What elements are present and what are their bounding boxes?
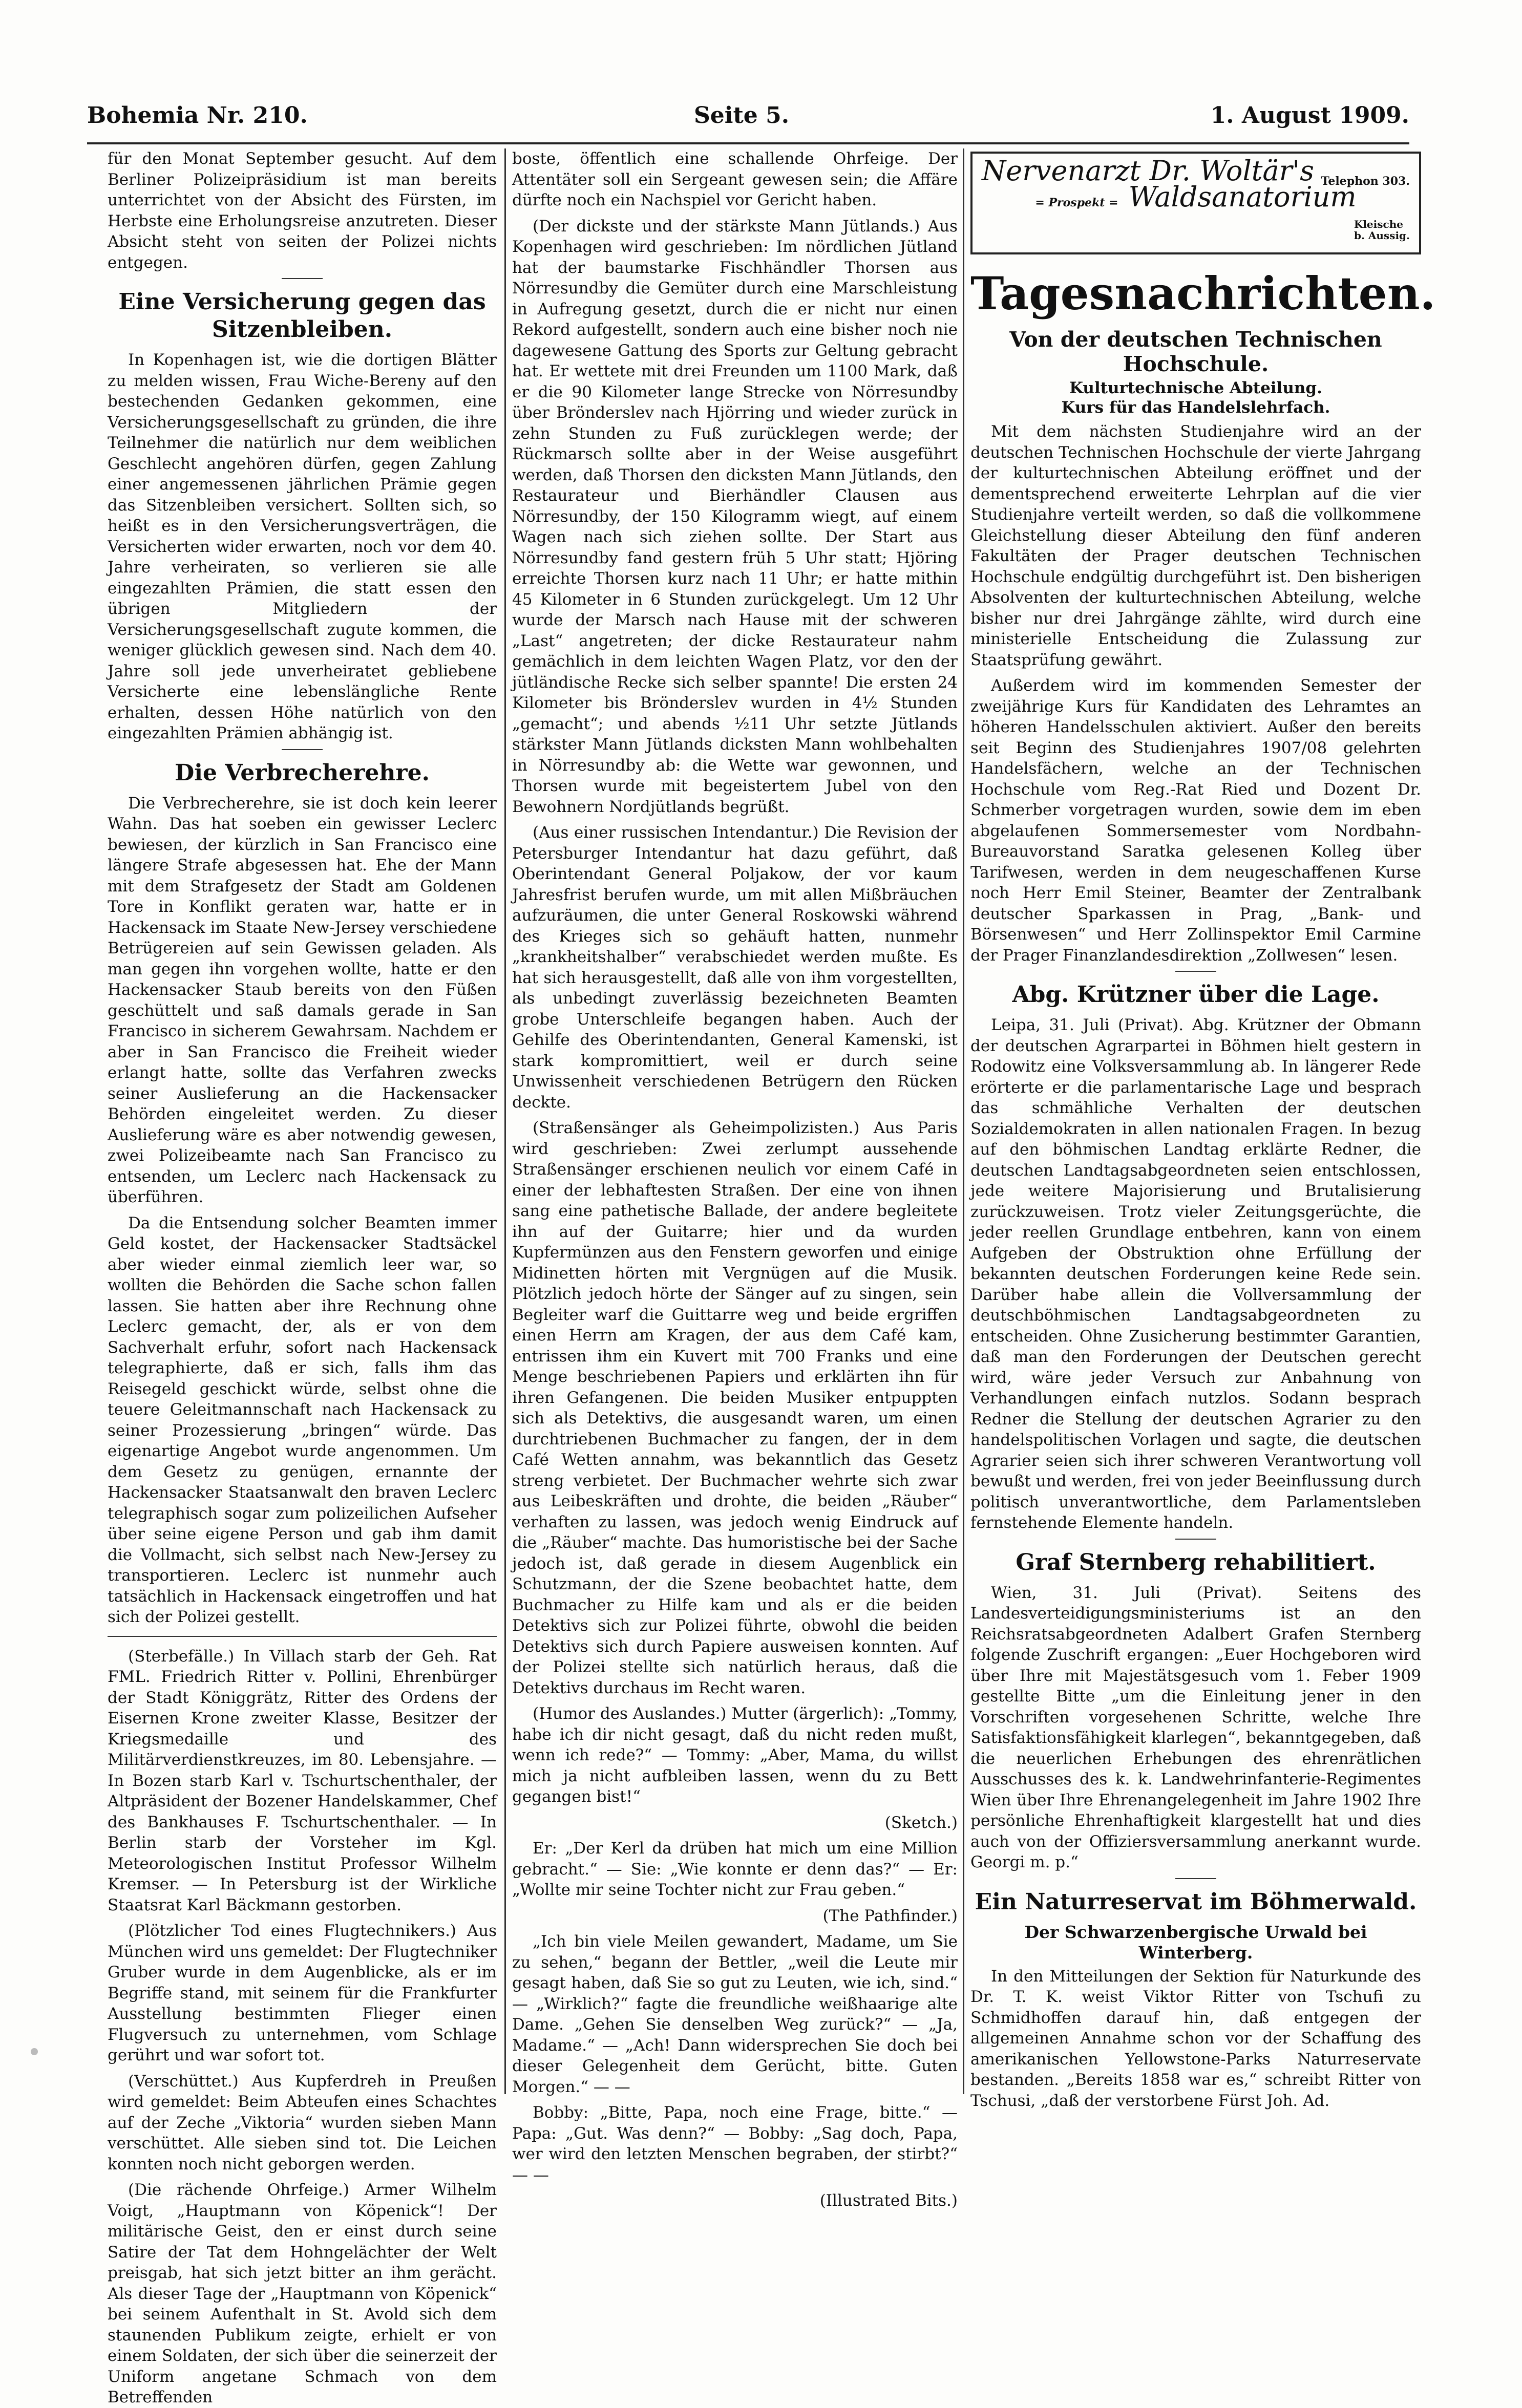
divider <box>1175 1539 1216 1540</box>
subheadline-abteilung: Kulturtechnische Abteilung. <box>1069 379 1322 397</box>
headline-versicherung: Eine Versicherung gegen das Sitzenbleiben. <box>118 289 486 343</box>
news-item: (Der dickste und der stärkste Mann Jütlands.) Aus Kopenhagen wird geschrieben: Im nördlichen Jütland hat der baumstarke Fischhändler Thorsen aus Nörresundby die Gemüter durch eine Marschleistung in Aufregung gesetzt, durch die er nicht nur einen Rekord aufgestellt, sondern auch eine bisher noch nie dagewesene Gattung des Sports zur Geltung gebracht hat. Er wettete mit drei Freunden um 1100 Mark, daß er die 90 Kilometer lange Strecke von Nörresundby über Brönderslev nach Hjörring und wieder zurück in zehn Stunden zu Fuß zurücklegen werde; der Rückmarsch sollte aber in der Weise ausgeführt werden, daß Thorsen den dicksten Mann Jütlands, den Restaurateur und Bierhändler Clausen aus Nörresundby, der 150 Kilogramm wiegt, auf einem Wagen nach sich ziehen sollte. Der Start aus Nörresundby fand gestern früh 5 Uhr statt; Hjöring erreichte Thorsen kurz nach 11 Uhr; er hatte mithin 45 Kilometer in 6 Stunden zurückgelegt. Um 12 Uhr wurde der Marsch nach Hause mit der schweren „Last“ angetreten; der dicke Restaurateur nahm gemächlich in dem leichten Wagen Platz, vor den der jütländische Recke sich selber spannte! Die ersten 24 Kilometer bis Brönderslev wurden in 4½ Stunden „gemacht“; und abends ½11 Uhr setzte Jütlands stärkster Mann Jütlands dicksten Mann wohlbehalten in Nörresundby ab: die Wette war gewonnen, und Thorsen wurde mit begeistertem Jubel von den Bewohnern Nordjütlands begrüßt. <box>512 217 958 816</box>
news-item: (Straßensänger als Geheimpolizisten.) Aus Paris wird geschrieben: Zwei zerlumpt aussehende Straßensänger erschienen neulich vor einem Café in einer der lebhaftesten Straßen. Der eine von ihnen sang eine pathetische Ballade, der andere begleitete ihn auf der Guitarre; hier und da wurden Kupfermünzen aus den Fenstern geworfen und einige Midinetten hörten mit Vergnügen auf die Musik. Plötzlich jedoch hörte der Sänger auf zu singen, sein Begleiter warf die Guittarre weg und beide ergriffen einen Herrn am Kragen, der aus dem Café kam, entrissen ihm ein Kuvert mit 700 Franks und eine Menge beschriebenen Papiers und erklärten ihn für ihren Gefangenen. Die beiden Musiker entpuppten sich als Detektivs, die ausgesandt waren, um einen durchtriebenen Buchmacher zu fangen, der in dem Café Wetten annahm, was bekanntlich das Gesetz streng verbietet. Der Buchmacher wehrte sich zwar aus Leibeskräften und drohte, die beiden „Räuber“ verhaften zu lassen, was jedoch wenig Eindruck auf die „Räuber“ machte. Das humoristische bei der Sache jedoch ist, daß gerade in diesem Augenblick ein Schutzmann, der die Szene beobachtet hatte, dem Buchmacher zu Hilfe kam und als er die beiden Detektivs sich zur Polizei führte, obwohl die beiden Detektivs sich durch Papiere ausweisen konnten. Auf der Polizei stellte sich natürlich heraus, daß die Detektivs durchaus im Recht waren. <box>512 1119 958 1697</box>
source-credit: (Sketch.) <box>884 1813 958 1832</box>
article-text: boste, öffentlich eine schallende Ohrfeige. Der Attentäter soll ein Sergeant gewesen sein; die Affäre dürfte noch ein Nachspiel vor Gericht haben. <box>512 150 958 209</box>
news-item: (Die rächende Ohrfeige.) Armer Wilhelm Voigt, „Hauptmann von Köpenick“! Der militärische Geist, den er einst durch seine Satire der Tat dem Hohngelächter der Welt preisgab, hat sich jetzt bitter an ihm gerächt. Als dieser Tage der „Hauptmann von Köpenick“ bei seinem Aufenthalt in St. Avold sich dem staunenden Publikum zeigte, erhielt er von einem Soldaten, der sich über die seinerzeit der Uniform angetane Schmach von dem Betreffenden <box>108 2181 497 2406</box>
article-text: Außerdem wird im kommenden Semester der zweijährige Kurs für Kandidaten des Lehramtes an höheren Handelsschulen aktiviert. Außer den bereits seit Beginn des Studienjahres 1907/08 gelehrten Handelsfächern, welche an der Technischen Hochschule vom Reg.-Rat Ried und Dozent Dr. Schmerber vorgetragen wurden, sowie dem im eben abgelaufenen Sommersemester vom Nordbahn-Bureauvorstand Saratka gelesenen Kolleg über Tarifwesen, werden in dem neugeschaffenen Kurse noch Herr Emil Steiner, Beamter der Zentralbank deutscher Sparkassen in Prag, „Bank- und Börsenwesen“ und Herr Zollinspektor Emil Carmine der Prager Finanzlandesdirektion „Zollwesen“ lesen. <box>970 676 1421 965</box>
divider <box>282 278 323 279</box>
column-divider <box>963 148 964 2094</box>
headline-verbrecherehre: Die Verbrecherehre. <box>175 759 430 786</box>
source-credit: (The Pathfinder.) <box>822 1906 958 1925</box>
news-item: (Humor des Auslandes.) Mutter (ärgerlich): „Tommy, habe ich dir nicht gesagt, daß du nicht reden mußt, wenn ich rede?“ — Tommy: „Aber, Mama, du willst mich ja nicht aufbleiben lassen, wenn du zu Bett gegangen bist!“ <box>512 1704 958 1806</box>
article-text: Mit dem nächsten Studienjahre wird an der deutschen Technischen Hochschule der vierte Jahrgang der kulturtechnischen Abteilung eröffnet und der dementsprechend erweiterte Lehrplan auf die vier Studienjahre verteilt werden, so daß die vollkommene Gleichstellung dieser Abteilung den fünf anderen Fakultäten der Prager deutschen Technischen Hochschule endgültig durchgeführt ist. Den bisherigen Absolventen der kulturtechnischen Abteilung, welche bisher nur drei Jahrgänge zählte, wird durch eine ministerielle Entscheidung die Zulassung zur Staatsprüfung gewährt. <box>970 422 1421 669</box>
ad-location-2: b. Aussig. <box>1354 229 1410 242</box>
news-item: (Verschüttet.) Aus Kupferdreh in Preußen wird gemeldet: Beim Abteufen eines Schachtes auf der Zeche „Viktoria“ wurden sieben Mann verschüttet. Alle sieben sind tot. Die Leichen konnten noch nicht geborgen werden. <box>108 2072 497 2173</box>
page-header <box>87 102 1409 143</box>
headline-sternberg: Graf Sternberg rehabilitiert. <box>1016 1549 1376 1575</box>
news-item: (Aus einer russischen Intendantur.) Die Revision der Petersburger Intendantur hat dazu geführt, daß Oberintendant General Poljakow, der vor kaum Jahresfrist berufen wurde, um mit allen Mißbräuchen aufzuräumen, die unter General Roskowski während des Krieges sich so gehäuft hatten, nunmehr „krankheitshalber“ verabschiedet werden mußte. Es hat sich herausgestellt, daß alle von ihm vorgestellten, als unbedingt zuverlässig bezeichneten Beamten grobe Unterschleife begangen haben. Auch der Gehilfe des Oberintendanten, General Kamenski, ist stark kompromittiert, weil er durch seine Unwissenheit verschiedenen Betrügern den Rücken deckte. <box>512 823 958 1112</box>
news-item: (Plötzlicher Tod eines Flugtechnikers.) Aus München wird uns gemeldet: Der Flugtechniker Gruber wurde in dem Augenblicke, als er im Begriffe stand, mit seinem für die Frankfurter Ausstellung bestimmten Flieger einen Flugversuch zu unternehmen, vom Schlage gerührt und war sofort tot. <box>108 1922 497 2064</box>
article-text: Wien, 31. Juli (Privat). Seitens des Landesverteidigungsministeriums ist an den Reichsratsabgeordneten Adalbert Grafen Sternberg folgende Zuschrift ergangen: „Euer Hochgeboren wird über Ihre mit Majestätsgesuch vom 1. Feber 1909 gestellte Bitte „um die Einleitung jener in den Vorschriften vorgesehenen Schritte, welche Ihre Satisfaktionsfähigkeit klarlegen“, bekanntgegeben, daß die neuerlichen Erhebungen des ehrenrätlichen Ausschusses des k. k. Landwehrinfanterie-Regimentes Wien über Ihre Ehrenangelegenheit im Jahre 1902 Ihre persönliche Ehrenhaftigkeit klargestellt hat und dies auch von der Offiziersversammlung anerkannt wurde. Georgi m. p.“ <box>970 1583 1421 1871</box>
divider <box>108 1636 497 1637</box>
source-credit: (Illustrated Bits.) <box>819 2191 958 2210</box>
header-center: Seite 5. <box>694 102 790 129</box>
header-rule <box>87 142 1409 144</box>
news-item: „Ich bin viele Meilen gewandert, Madame, um Sie zu sehen,“ begann der Bettler, „weil die Leute mir gesagt haben, daß Sie so gut zu Leuten, wie ich, sind.“ — „Wirklich?“ fagte die freundliche weißhaarige alte Dame. „Gehen Sie denselben Weg zurück?“ — „Ja, Madame.“ — „Ach! Dann widersprechen Sie doch bei dieser Gelegenheit dem Gerücht, bitte. Guten Morgen.“ — — <box>512 1932 958 2096</box>
section-title: Tagesnachrichten. <box>970 267 1436 320</box>
subheadline-kurs: Kurs für das Handelslehrfach. <box>1061 398 1330 417</box>
news-item: Bobby: „Bitte, Papa, noch eine Frage, bitte.“ — Papa: „Gut. Was denn?“ — Bobby: „Sag doch, Papa, wer wird den letzten Menschen begraben, der stirbt?“ — — <box>512 2103 958 2184</box>
article-text: Die Verbrecherehre, sie ist doch kein leerer Wahn. Das hat soeben ein gewisser Leclerc bewiesen, der kürzlich in San Francisco eine längere Strafe abgesessen hat. Ehe der Mann mit dem Strafgesetz der Stadt am Goldenen Tore in Konflikt geraten war, hatte er in Hackensack im Staate New-Jersey verschiedene Betrügereien auf sein Gewissen geladen. Als man gegen ihn vorgehen wollte, hatte er den Hackensacker Staub bereits von den Füßen geschüttelt und saß damals gerade in San Francisco in sicherem Gewahrsam. Nachdem er aber in San Francisco die Freiheit wieder erlangt hatte, sollte das Verfahren zwecks seiner Auslieferung an die Hackensacker Behörden eingeleitet werden. Zu dieser Auslieferung wäre es aber notwendig gewesen, zwei Polizeibeamte nach San Francisco zu entsenden, um Leclerc nach Hackensack zu überführen. <box>108 794 497 1206</box>
header-left: Bohemia Nr. 210. <box>87 102 308 129</box>
divider <box>282 749 323 750</box>
ad-telephone: Telephon 303. <box>1321 175 1410 188</box>
divider <box>1175 971 1216 972</box>
advertisement-box <box>970 152 1421 254</box>
news-item: (Sterbefälle.) In Villach starb der Geh. Rat FML. Friedrich Ritter v. Pollini, Ehrenbürger der Stadt Königgrätz, Ritter des Ordens der Eisernen Krone zweiter Klasse, Besitzer der Kriegsmedaille und des Militärverdienstkreuzes, im 80. Lebensjahre. — In Bozen starb Karl v. Tschurtschenthaler, der Altpräsident der Bozener Handelskammer, Chef des Bankhauses F. Tschurtschenthaler. — In Berlin starb der Vorsteher im Kgl. Meteorologischen Institut Professor Wilhelm Kremser. — In Petersburg ist der Wirkliche Staatsrat Karl Bäckmann gestorben. <box>108 1647 497 1914</box>
subheadline-urwald: Der Schwarzenbergische Urwald bei Winterberg. <box>1024 1922 1367 1963</box>
column-3 <box>970 148 1436 2135</box>
article-text: Leipa, 31. Juli (Privat). Abg. Krützner der Obmann der deutschen Agrarpartei in Böhmen hielt gestern in Rodowitz eine Volksversammlung ab. In längerer Rede erörterte er die parlamentarische Lage und besprach das schmähliche Verhalten der deutschen Sozialdemokraten in allen nationalen Fragen. In bezug auf den böhmischen Landtag erklärte Redner, die deutschen Landtagsabgeordneten seien entschlossen, jede weitere Majorisierung und Brutalisierung zurückzuweisen. Trotz vieler Zeitungsgerüchte, die jeder reellen Grundlage entbehren, kann von einem Aufgeben der Obstruktion ohne Erfüllung der bekannten deutschen Forderungen keine Rede sein. Darüber habe allein die Vollversammlung der deutschböhmischen Landtagsabgeordneten zu entscheiden. Ohne Zusicherung bestimmter Garantien, daß man den Forderungen der Deutschen gerecht wird, wäre jeder Versuch zur Anbahnung von Verhandlungen einfach nutzlos. Sodann besprach Redner die Stellung der deutschen Agrarier zu den handelspolitischen Vorlagen und sagte, die deutschen Agrarier seien sich ihrer schweren Verantwortung voll bewußt und werden, frei von jeder Beeinflussung durch politisch unverantwortliche, dem Parlamentsleben fernstehende Elemente handeln. <box>970 1016 1421 1532</box>
news-item: Er: „Der Kerl da drüben hat mich um eine Million gebracht.“ — Sie: „Wie konnte er denn das?“ — Er: „Wollte mir seine Tochter nicht zur Frau geben.“ <box>512 1839 958 1899</box>
article-text: In den Mitteilungen der Sektion für Naturkunde des Dr. T. K. weist Viktor Ritter von Tschufi zu Schmidhoffen darauf hin, daß entgegen der allgemeinen Annahme schon vor der Schaffung des amerikanischen Yellowstone-Parks Naturreservate bestanden. „Bereits 1858 war es,“ schreibt Ritter von Tschusi, „daß der verstorbene Fürst Joh. Ad. <box>970 1967 1421 2110</box>
article-text: für den Monat September gesucht. Auf dem Berliner Polizeipräsidium ist man bereits unterrichtet von der Absicht des Fürsten, im Herbste eine Erholungsreise anzutreten. Dieser Absicht steht von seiten der Polizei nichts entgegen. <box>108 150 497 272</box>
ad-location-1: Kleische <box>1354 218 1403 230</box>
column-1 <box>108 148 497 2406</box>
margin-hole <box>31 2048 38 2055</box>
divider <box>1175 1878 1216 1879</box>
column-divider <box>504 148 506 2094</box>
headline-kruetzner: Abg. Krützner über die Lage. <box>1012 982 1380 1008</box>
article-text: In Kopenhagen ist, wie die dortigen Blätter zu melden wissen, Frau Wiche-Bereny auf den bestechenden Gedanken gekommen, eine Versicherungsgesellschaft zu gründen, die ihre Teilnehmer die natürlich nur dem weiblichen Geschlecht angehören dürfen, gegen Zahlung einer angemessenen jährlichen Prämie gegen das Sitzenbleiben versichert. Sollten sich, so heißt es in den Versicherungsverträgen, die Versicherten wider erwarten, noch vor dem 40. Jahre verheiraten, so verlieren sie alle eingezahlten Prämien, die statt essen den übrigen Mitgliedern der Versicherungsgesellschaft zugute kommen, die weniger glücklich gewesen sind. Nach dem 40. Jahre soll jede unverheiratet gebliebene Versicherte eine lebenslängliche Rente erhalten, dessen Höhe natürlich von den eingezahlten Prämien abhängig ist. <box>108 351 497 742</box>
header-right: 1. August 1909. <box>1210 102 1409 129</box>
ad-location <box>1354 219 1410 241</box>
headline-naturreservat: Ein Naturreservat im Böhmerwald. <box>975 1888 1417 1915</box>
article-text: Da die Entsendung solcher Beamten immer Geld kostet, der Hackensacker Stadtsäckel aber wieder einmal ziemlich leer war, so wollten die Behörden die Sache schon fallen lassen. Sie hatten aber ihre Rechnung ohne Leclerc gemacht, der, als er von dem Sachverhalt erfuhr, sofort nach Hackensack telegraphierte, daß er sich, falls ihm das Reisegeld geschickt würde, selbst ohne die teuere Geleitmannschaft nach Hackensack zu seiner Prozessierung „bringen“ würde. Das eigenartige Angebot wurde angenommen. Um dem Gesetz zu genügen, ernannte der Hackensacker Staatsanwalt den braven Leclerc telegraphisch sogar zum polizeilichen Aufseher über seine eigene Person und gab ihm damit die Vollmacht, sich selbst nach New-Jersey zu transportieren. Leclerc ist nunmehr auch tatsächlich in Hackensack eingetroffen und hat sich der Polizei gestellt. <box>108 1213 497 1626</box>
headline-hochschule: Von der deutschen Technischen Hochschule. <box>1009 327 1382 376</box>
ad-sanatorium: Waldsanatorium <box>1128 180 1357 213</box>
column-2 <box>512 148 958 2210</box>
ad-line-1: Nervenarzt Dr. Woltär's <box>982 155 1314 187</box>
ad-prospekt: = Prospekt = <box>1035 196 1118 209</box>
